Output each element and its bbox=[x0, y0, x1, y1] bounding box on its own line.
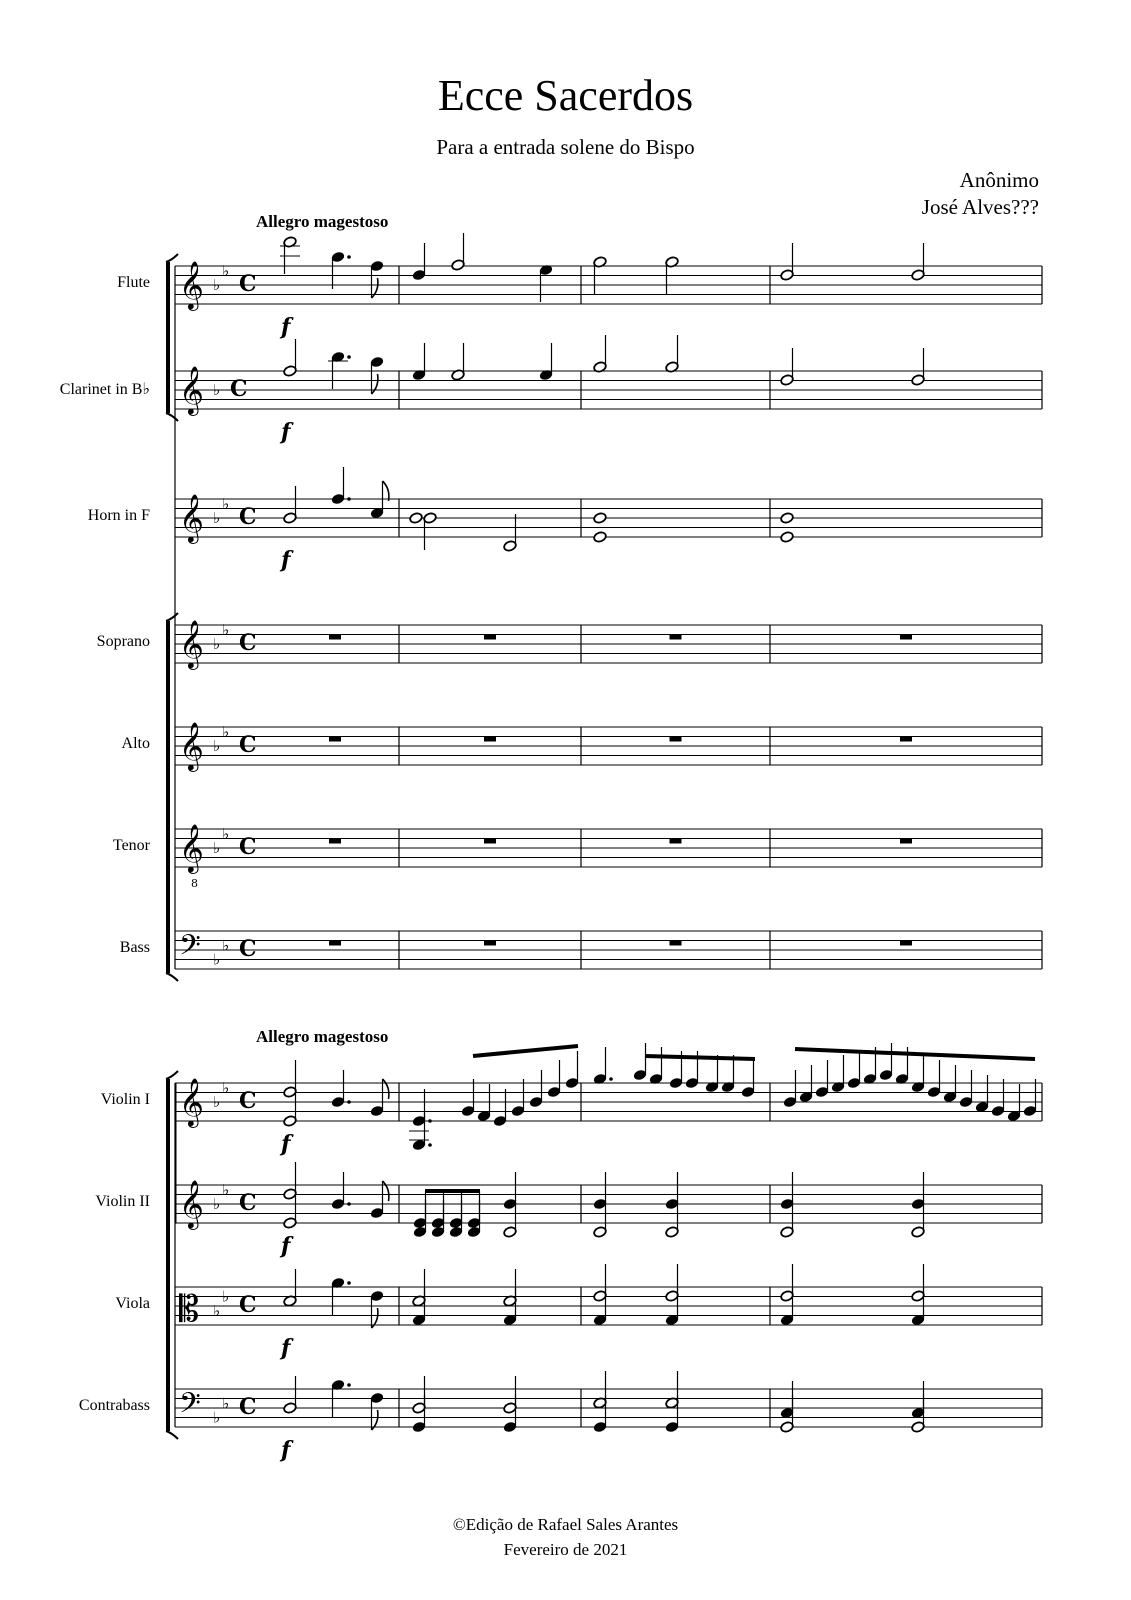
clarinet-note bbox=[412, 343, 426, 381]
violin1-note bbox=[991, 1079, 1005, 1117]
clarinet-note bbox=[331, 351, 351, 389]
common-time-icon: C bbox=[239, 936, 257, 962]
flute-note bbox=[539, 264, 553, 302]
staff-contrabass bbox=[175, 1387, 1042, 1427]
violin1-note bbox=[412, 1089, 432, 1127]
violin1-note bbox=[927, 1060, 941, 1098]
flat-icon: ♭ bbox=[213, 1301, 221, 1320]
flat-icon: ♭ bbox=[222, 1394, 230, 1413]
flag bbox=[383, 481, 389, 501]
violin1-note bbox=[477, 1084, 491, 1122]
tempo-marking-system-1: Allegro magestoso bbox=[256, 212, 389, 231]
whole-rest bbox=[329, 635, 341, 640]
flat-icon: ♭ bbox=[213, 737, 221, 755]
whole-rest bbox=[484, 737, 496, 742]
octave-mark: 8 bbox=[191, 877, 198, 890]
horn-note bbox=[593, 531, 607, 543]
whole-rest bbox=[329, 737, 341, 742]
whole-rest bbox=[484, 839, 496, 844]
flag bbox=[383, 1079, 389, 1099]
notehead bbox=[780, 531, 794, 543]
instrument-label-violin-1: Violin I bbox=[100, 1091, 150, 1108]
violin1-note bbox=[493, 1089, 507, 1127]
notehead bbox=[593, 531, 607, 543]
whole-rest bbox=[900, 839, 912, 844]
horn-note bbox=[370, 481, 389, 519]
whole-rest bbox=[670, 635, 682, 640]
flute-note bbox=[331, 251, 351, 289]
dynamic-forte: f bbox=[281, 1233, 291, 1259]
dot bbox=[347, 1202, 351, 1206]
flag bbox=[372, 374, 378, 394]
flat-icon: ♭ bbox=[213, 1195, 221, 1213]
flat-icon: ♭ bbox=[222, 494, 230, 513]
contrabass-note bbox=[331, 1379, 351, 1417]
whole-rest bbox=[670, 941, 682, 946]
violin1-note bbox=[547, 1060, 561, 1098]
instrument-label-alto: Alto bbox=[121, 735, 150, 752]
dynamic-forte: f bbox=[281, 314, 291, 340]
dot bbox=[347, 1383, 351, 1387]
alto-clef-icon: 𝄡 bbox=[179, 1289, 200, 1330]
bracket-hook bbox=[166, 254, 178, 262]
whole-rest bbox=[670, 737, 682, 742]
treble-clef-icon: 𝄞 bbox=[179, 493, 204, 542]
dot bbox=[428, 1119, 432, 1123]
staff-soprano bbox=[175, 619, 1042, 670]
instrument-label-flute: Flute bbox=[117, 274, 150, 291]
whole-rest bbox=[900, 941, 912, 946]
woodwind-bracket bbox=[166, 254, 178, 421]
treble-clef-icon: 𝄞 bbox=[179, 721, 204, 770]
common-time-icon: C bbox=[230, 376, 248, 402]
bracket-hook bbox=[166, 613, 178, 621]
horn-note bbox=[423, 512, 437, 550]
staff-horn-in-f bbox=[175, 493, 1042, 544]
violin2-note bbox=[331, 1172, 351, 1210]
tempo-marking-system-2: Allegro magestoso bbox=[256, 1027, 389, 1046]
violin1-note bbox=[721, 1055, 735, 1093]
violin1-note bbox=[879, 1043, 893, 1081]
flag bbox=[383, 1181, 389, 1201]
dot bbox=[347, 255, 351, 259]
clarinet-note bbox=[911, 348, 925, 386]
viola-note bbox=[370, 1290, 384, 1328]
staff-clarinet-in-b- bbox=[175, 365, 1042, 416]
horn-note bbox=[780, 512, 794, 524]
dynamic-forte: f bbox=[281, 1335, 291, 1361]
viola-note bbox=[412, 1288, 426, 1326]
treble-clef-icon: 𝄞 bbox=[179, 619, 204, 668]
contrabass-note bbox=[370, 1392, 384, 1430]
viola-note bbox=[283, 1269, 297, 1307]
common-time-icon: C bbox=[239, 1088, 257, 1114]
violin1-note bbox=[565, 1051, 579, 1089]
staff-violin-i bbox=[175, 1077, 1042, 1128]
dot bbox=[347, 497, 351, 501]
whole-rest bbox=[670, 839, 682, 844]
violin1-note bbox=[705, 1055, 719, 1093]
violin1-note bbox=[529, 1070, 543, 1108]
bass-clef-icon: 𝄢 bbox=[179, 1387, 201, 1427]
bass-clef-icon: 𝄢 bbox=[179, 929, 201, 969]
whole-rest bbox=[900, 635, 912, 640]
common-time-icon: C bbox=[239, 271, 257, 297]
flat-icon: ♭ bbox=[222, 936, 230, 955]
staff-group bbox=[166, 254, 1042, 1439]
common-time-icon: C bbox=[239, 1292, 257, 1318]
instrument-label-bass: Bass bbox=[119, 939, 150, 956]
common-time-icon: C bbox=[239, 834, 257, 860]
staff-flute bbox=[175, 260, 1042, 311]
score-subtitle: Para a entrada solene do Bispo bbox=[436, 135, 695, 159]
flat-icon: ♭ bbox=[213, 509, 221, 527]
instrument-label-viola: Viola bbox=[115, 1295, 150, 1312]
violin1-note bbox=[511, 1079, 525, 1117]
flute-note bbox=[593, 256, 607, 294]
flat-icon: ♭ bbox=[222, 1180, 230, 1199]
instrument-label-tenor: Tenor bbox=[112, 837, 150, 854]
flute-note bbox=[370, 260, 384, 298]
horn-note bbox=[331, 467, 351, 505]
staff-viola bbox=[175, 1287, 1042, 1330]
flat-icon: ♭ bbox=[222, 620, 230, 639]
notehead bbox=[409, 512, 423, 524]
violin1-note bbox=[959, 1070, 973, 1108]
viola-note bbox=[331, 1277, 351, 1315]
instrument-label-violin-2: Violin II bbox=[95, 1193, 150, 1210]
flat-icon: ♭ bbox=[222, 1287, 230, 1306]
dot bbox=[609, 1077, 613, 1081]
beam bbox=[795, 1049, 1035, 1059]
violin1-note bbox=[649, 1047, 663, 1085]
common-time-icon: C bbox=[239, 504, 257, 530]
violin1-note bbox=[975, 1075, 989, 1113]
flat-icon: ♭ bbox=[213, 635, 221, 653]
instrument-label-clarinet: Clarinet in B♭ bbox=[59, 381, 150, 398]
edition-credit: ©Edição de Rafael Sales Arantes bbox=[452, 1515, 679, 1534]
treble-8-clef-icon: 𝄞 bbox=[179, 823, 204, 872]
horn-note bbox=[503, 514, 517, 552]
flat-icon: ♭ bbox=[213, 839, 221, 857]
bracket-hook bbox=[166, 1431, 178, 1439]
dynamic-forte: f bbox=[281, 419, 291, 445]
flat-icon: ♭ bbox=[222, 722, 230, 741]
composer-line-2: José Alves??? bbox=[921, 195, 1039, 219]
contrabass-note bbox=[283, 1376, 297, 1414]
edition-date: Fevereiro de 2021 bbox=[503, 1540, 628, 1559]
notehead bbox=[593, 512, 607, 524]
violin1-note bbox=[331, 1070, 351, 1108]
instrument-label-horn: Horn in F bbox=[87, 507, 150, 524]
contrabass-note bbox=[503, 1395, 517, 1433]
violin1-note bbox=[741, 1060, 755, 1098]
whole-rest bbox=[329, 839, 341, 844]
whole-rest bbox=[484, 635, 496, 640]
clarinet-note bbox=[665, 335, 679, 373]
flute-note bbox=[665, 256, 679, 294]
bracket-hook bbox=[166, 1071, 178, 1079]
flat-icon: ♭ bbox=[213, 1408, 221, 1427]
dynamic-forte: f bbox=[281, 1131, 291, 1157]
clarinet-note bbox=[451, 343, 465, 381]
violin1-note bbox=[461, 1079, 475, 1117]
flat-icon: ♭ bbox=[213, 381, 221, 399]
flute-note bbox=[780, 243, 794, 281]
flat-icon: ♭ bbox=[222, 824, 230, 843]
treble-clef-icon: 𝄞 bbox=[179, 1077, 204, 1126]
violin1-note bbox=[1007, 1084, 1021, 1122]
clarinet-note bbox=[370, 356, 384, 394]
horn-note bbox=[409, 512, 423, 524]
clarinet-note bbox=[780, 348, 794, 386]
violin1-note bbox=[815, 1060, 829, 1098]
staff-bass bbox=[175, 929, 1042, 969]
violin1-note bbox=[799, 1065, 813, 1103]
horn-note bbox=[593, 512, 607, 524]
violin1-note bbox=[783, 1070, 797, 1108]
contrabass-note bbox=[412, 1395, 426, 1433]
beam bbox=[473, 1046, 578, 1056]
common-time-icon: C bbox=[239, 1190, 257, 1216]
viola-note bbox=[503, 1288, 517, 1326]
violin1-note bbox=[943, 1065, 957, 1103]
violin1-note bbox=[1023, 1079, 1037, 1117]
dot bbox=[347, 355, 351, 359]
instrument-label-soprano: Soprano bbox=[96, 633, 150, 650]
violin1-note bbox=[847, 1051, 861, 1089]
violin1-note bbox=[633, 1043, 647, 1081]
dynamic-forte: f bbox=[281, 547, 291, 573]
whole-rest bbox=[484, 941, 496, 946]
dot bbox=[347, 1100, 351, 1104]
flat-icon: ♭ bbox=[222, 1078, 230, 1097]
notehead bbox=[780, 512, 794, 524]
clarinet-note bbox=[283, 339, 297, 377]
flute-note bbox=[283, 236, 297, 274]
clarinet-note bbox=[539, 343, 553, 381]
dynamic-forte: f bbox=[281, 1437, 291, 1463]
clarinet-note bbox=[593, 335, 607, 373]
flute-note bbox=[412, 243, 426, 281]
bracket-hook bbox=[166, 973, 178, 981]
bracket-hook bbox=[166, 413, 178, 421]
dot bbox=[428, 1143, 432, 1147]
flat-icon: ♭ bbox=[222, 261, 230, 280]
treble-clef-icon: 𝄞 bbox=[179, 365, 204, 414]
violin1-note bbox=[911, 1055, 925, 1093]
flute-note bbox=[451, 233, 465, 271]
staff-alto bbox=[175, 721, 1042, 772]
violin1-note bbox=[831, 1055, 845, 1093]
treble-clef-icon: 𝄞 bbox=[179, 1179, 204, 1228]
composer-line-1: Anônimo bbox=[959, 168, 1039, 192]
horn-note bbox=[780, 531, 794, 543]
flute-note bbox=[911, 243, 925, 281]
choir-bracket bbox=[166, 613, 178, 981]
horn-note bbox=[283, 486, 297, 524]
violin1-note bbox=[593, 1047, 613, 1085]
common-time-icon: C bbox=[239, 1394, 257, 1420]
common-time-icon: C bbox=[239, 732, 257, 758]
flat-icon: ♭ bbox=[213, 1093, 221, 1111]
whole-rest bbox=[900, 737, 912, 742]
staff-tenor bbox=[175, 823, 1042, 890]
treble-clef-icon: 𝄞 bbox=[179, 260, 204, 309]
whole-rest bbox=[329, 941, 341, 946]
score-title: Ecce Sacerdos bbox=[437, 71, 694, 120]
dot bbox=[347, 1281, 351, 1285]
flat-icon: ♭ bbox=[213, 950, 221, 969]
flat-icon: ♭ bbox=[213, 276, 221, 294]
common-time-icon: C bbox=[239, 630, 257, 656]
instrument-label-contrabass: Contrabass bbox=[78, 1397, 150, 1414]
